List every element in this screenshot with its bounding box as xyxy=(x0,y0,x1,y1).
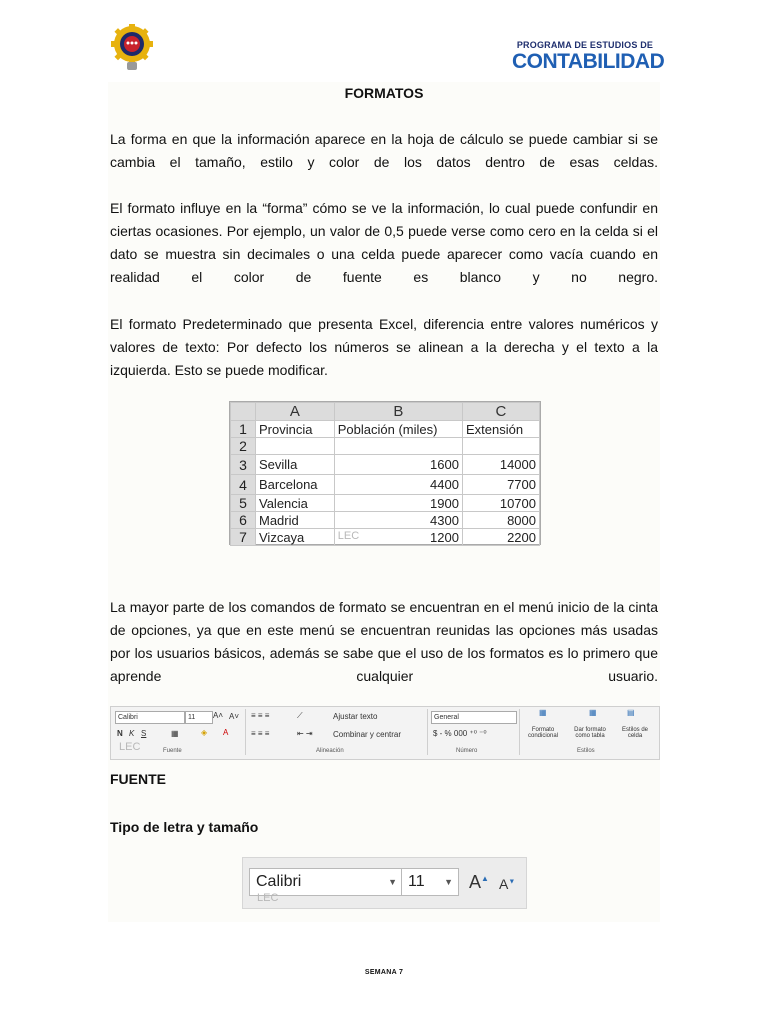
cell: 4400 xyxy=(334,475,462,495)
paragraph-3: El formato Predeterminado que presenta Excel, diferencia entre valores numéricos y valores de texto: Por defecto los números se alinean a la derecha y el texto a la izquierda. Esto se puede modificar. xyxy=(110,316,658,378)
paragraph-4: La mayor parte de los comandos de formato se encuentran en el menú inicio de la cinta de opciones, ya que en este menú se encuentran reunidas las opciones más usadas por los usuarios básicos, además se sabe que el uso de los formatos es lo primero que aprende cualquier usuario. xyxy=(110,599,658,684)
conditional-format-label: Formato condicional xyxy=(527,727,559,739)
borders-icon: ▦ xyxy=(171,729,179,738)
conditional-format-icon: ▦ xyxy=(539,708,547,717)
cell: Vizcaya xyxy=(256,529,335,546)
format-table-icon: ▦ xyxy=(589,708,597,717)
row-number: 4 xyxy=(231,475,256,495)
align-left-icon: ≡ ≡ ≡ xyxy=(251,729,270,738)
cell-value: 1200 xyxy=(430,529,459,545)
cell: Sevilla xyxy=(256,455,335,475)
underline-icon: S xyxy=(141,729,147,738)
cell xyxy=(462,438,539,455)
ribbon-image xyxy=(110,706,660,760)
font-size-field xyxy=(401,868,459,896)
cell: Provincia xyxy=(256,421,335,438)
cell: 1600 xyxy=(334,455,462,475)
align-top-icon: ≡ ≡ ≡ xyxy=(251,711,270,720)
row-number: 7 xyxy=(231,529,256,546)
fill-color-icon: ◈ xyxy=(201,728,208,737)
grow-font-icon: A˄ xyxy=(213,711,224,720)
row-number: 3 xyxy=(231,455,256,475)
row-number: 2 xyxy=(231,438,256,455)
paragraph-1: La forma en que la información aparece en la hoja de cálculo se puede cambiar si se cambia el tamaño, estilo y color de los datos dentro de esas celdas. xyxy=(110,131,658,170)
cell: 7700 xyxy=(462,475,539,495)
page-title: FORMATOS xyxy=(344,85,424,101)
cell-styles-label: Estilos de celda xyxy=(621,727,648,739)
group-label-alignment: Alineación xyxy=(316,748,344,754)
cell: 2200 xyxy=(462,529,539,546)
page-footer: SEMANA 7 xyxy=(364,969,404,976)
cell: 8000 xyxy=(462,512,539,529)
format-table-label: Dar formato como tabla xyxy=(574,727,606,739)
font-color-icon: A xyxy=(223,728,229,737)
institution-logo xyxy=(108,24,156,74)
indent-icon: ⇤ ⇥ xyxy=(297,729,313,738)
cell xyxy=(334,529,462,546)
chevron-down-icon: ▼ xyxy=(388,877,397,887)
grow-font-icon: A▲ xyxy=(469,872,489,892)
shrink-font-icon: A˅ xyxy=(229,712,240,721)
program-logo-line1: PROGRAMA DE ESTUDIOS DE xyxy=(516,40,654,50)
group-label-styles: Estilos xyxy=(577,748,595,754)
currency-percent-icons: $ - % 000 ⁺⁰ ⁻⁰ xyxy=(433,729,487,738)
cell: Extensión xyxy=(462,421,539,438)
cell: Población (miles) xyxy=(334,421,462,438)
cell: 14000 xyxy=(462,455,539,475)
paragraph-2: El formato influye en la “forma” cómo se ve la información, lo cual puede confundir en ciertas ocasiones. Por ejemplo, un valor de 0,5 puede verse como cero en la celda si el dato se muestra sin decimales o una celda puede aparecer como vacía cuando en realidad el color de fuente es blanco y no negro. xyxy=(110,200,658,285)
row-number: 1 xyxy=(231,421,256,438)
spreadsheet-image xyxy=(229,401,541,545)
font-name-box: Calibri xyxy=(115,711,185,724)
watermark: LEC xyxy=(337,529,360,542)
chevron-down-icon: ▼ xyxy=(444,877,453,887)
row-number: 6 xyxy=(231,512,256,529)
shrink-font-icon: A▼ xyxy=(499,876,516,892)
cell: Valencia xyxy=(256,495,335,512)
watermark: LEC xyxy=(257,892,279,904)
column-header: A xyxy=(256,403,335,421)
font-selector-image xyxy=(242,857,527,909)
wrap-text-label: Ajustar texto xyxy=(333,712,378,721)
heading-tipo-letra: Tipo de letra y tamaño xyxy=(110,819,259,835)
column-header: B xyxy=(334,403,462,421)
program-logo-line2: CONTABILIDAD xyxy=(512,50,665,73)
merge-center-label: Combinar y centrar xyxy=(333,730,402,739)
font-size-box: 11 xyxy=(185,711,213,724)
font-name-value: Calibri xyxy=(256,873,302,890)
italic-icon: K xyxy=(129,729,135,738)
orientation-icon: ⟋ xyxy=(297,711,303,720)
cell: Barcelona xyxy=(256,475,335,495)
cell: 4300 xyxy=(334,512,462,529)
cell: Madrid xyxy=(256,512,335,529)
heading-fuente: FUENTE xyxy=(110,771,166,787)
group-label-font: Fuente xyxy=(163,748,182,754)
program-logo xyxy=(512,40,665,74)
watermark: LEC xyxy=(119,741,141,753)
font-size-value: 11 xyxy=(408,873,425,890)
column-header: C xyxy=(462,403,539,421)
cell: 1900 xyxy=(334,495,462,512)
cell-styles-icon: ▤ xyxy=(627,708,635,717)
number-format-box: General xyxy=(431,711,517,724)
cell xyxy=(256,438,335,455)
cell: 10700 xyxy=(462,495,539,512)
cell xyxy=(334,438,462,455)
row-number: 5 xyxy=(231,495,256,512)
bold-icon: N xyxy=(117,729,123,738)
group-label-number: Número xyxy=(456,748,478,754)
